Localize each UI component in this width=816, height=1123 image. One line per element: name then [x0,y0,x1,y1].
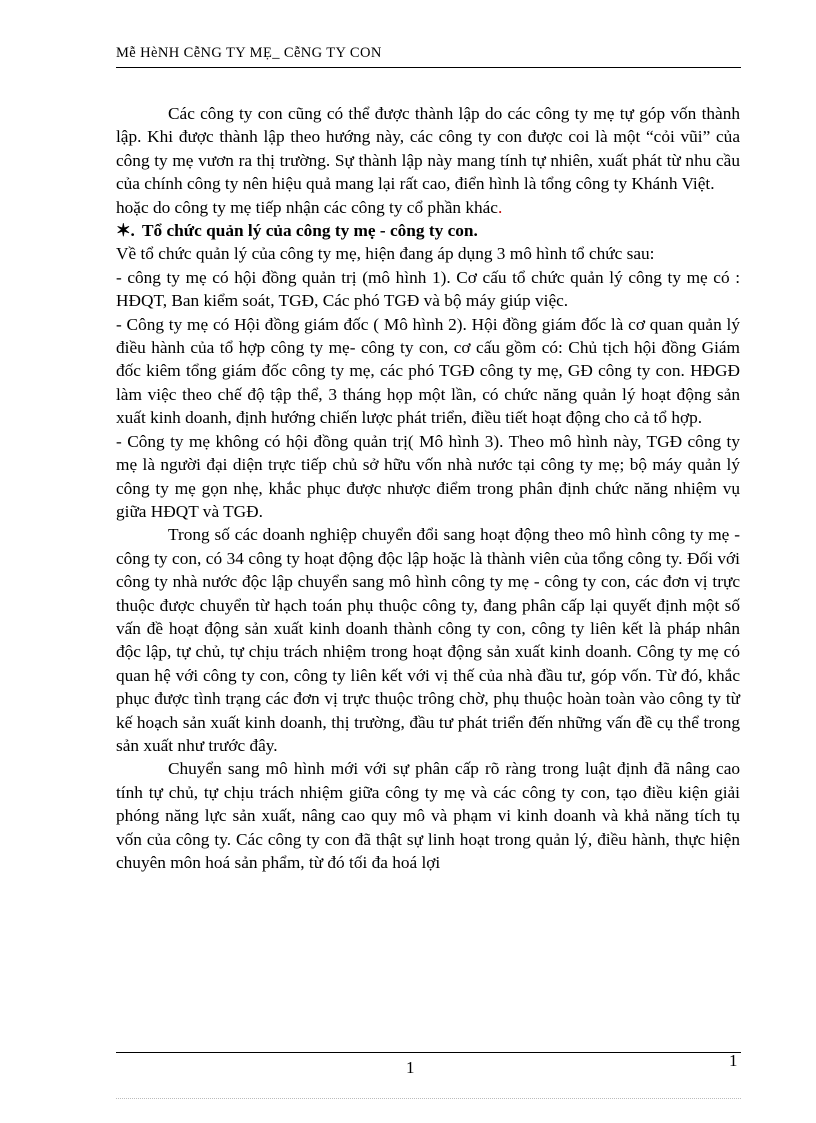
page-number-right: 1 [729,1051,738,1070]
section-heading-text: Tổ chức quản lý của công ty mẹ - công ty con. [138,221,478,241]
paragraph-2 [116,196,740,219]
red-period: . [497,197,503,217]
header-rule [116,67,741,68]
paragraph-conversion: Trong số các doanh nghiệp chuyển đổi sang hoạt động theo mô hình công ty mẹ - công ty con, có 34 công ty hoạt động độc lập hoặc là thành viên của tổng công ty. Đối với công ty nhà nước độc lập chuyển sang mô hình công ty mẹ - công ty con, các đơn vị trực thuộc được chuyển từ hạch toán phụ thuộc công ty, đang phân cấp lại quyết định một số vấn đề hoạt động sản xuất kinh doanh thành công ty con, công ty liên kết là pháp nhân độc lập, tự chủ, tự chịu trách nhiệm trong hoạt động sản xuất kinh doanh. Công ty mẹ có quan hệ với công ty con, công ty liên kết với vị thế của nhà đầu tư, góp vốn. Từ đó, khắc phục được tình trạng các đơn vị trực thuộc trông chờ, phụ thuộc hoàn toàn vào công ty từ kế hoạch sản xuất kinh doanh, thị trường, đầu tư phát triển đến những vấn đề cụ thể trong sản xuất như trước đây. [116,525,740,755]
page-number: 1 [406,1058,415,1077]
document-body [116,102,740,874]
paragraph-model-2: - Công ty mẹ có Hội đồng giám đốc ( Mô hình 2). Hội đồng giám đốc là cơ quan quản lý điều hành của tổ hợp công ty mẹ- công ty con, cơ cấu gồm có: Chủ tịch hội đồng Giám đốc kiêm tổng giám đốc công ty mẹ, các phó TGĐ công ty mẹ, GĐ công ty con. HĐGĐ làm việc theo chế độ tập thể, 3 tháng họp một lần, có chức năng quản lý hoạt động sản xuất kinh doanh, định hướng chiến lược phát triển, điều tiết hoạt động cho cả tổ hợp. [116,314,740,428]
section-heading [116,219,740,242]
paragraph-1: Các công ty con cũng có thể được thành lập do các công ty mẹ tự góp vốn thành lập. Khi được thành lập theo hướng này, các công ty con được coi là một “cỏi vũi” của công ty mẹ vươn ra thị trường. Sự thành lập này mang tính tự nhiên, xuất phát từ nhu cầu của chính công ty nên hiệu quả mang lại rất cao, điển hình là tổng công ty Khánh Việt. [116,104,740,194]
star-bullet-icon: ✶. [116,221,135,241]
footer-rule [116,1052,741,1053]
paragraph-intro-models: Về tổ chức quản lý của công ty mẹ, hiện đang áp dụng 3 mô hình tổ chức sau: [116,244,655,264]
paragraph-model-3: - Công ty mẹ không có hội đồng quản trị( Mô hình 3). Theo mô hình này, TGĐ công ty mẹ là người đại diện trực tiếp chủ sở hữu vốn nhà nước tại công ty mẹ; bộ máy quản lý công ty mẹ gọn nhẹ, khắc phục được nhược điểm trong phân định chức năng nhiệm vụ giữa HĐQT và TGĐ. [116,431,740,521]
paragraph-new-model: Chuyển sang mô hình mới với sự phân cấp rõ ràng trong luật định đã nâng cao tính tự chủ, tự chịu trách nhiệm giữa công ty mẹ và các công ty con, tạo điều kiện giải phóng năng lực sản xuất, nâng cao quy mô và phạm vi kinh doanh và khả năng tích tụ vốn của công ty. Các công ty con đã thật sự linh hoạt trong quản lý, điều hành, thực hiện chuyên môn hoá sản phẩm, từ đó tối đa hoá lợi [116,759,740,872]
page-bottom-dotted-line [116,1098,741,1099]
paragraph-model-1: - công ty mẹ có hội đồng quản trị (mô hình 1). Cơ cấu tổ chức quản lý công ty mẹ có : HĐQT, Ban kiểm soát, TGĐ, Các phó TGĐ và bộ máy giúp việc. [116,267,740,311]
paragraph-2-text: hoặc do công ty mẹ tiếp nhận các công ty cổ phần khác [116,197,498,217]
running-header: Mễ HèNH CễNG TY MẸ_ CễNG TY CON [116,45,382,61]
